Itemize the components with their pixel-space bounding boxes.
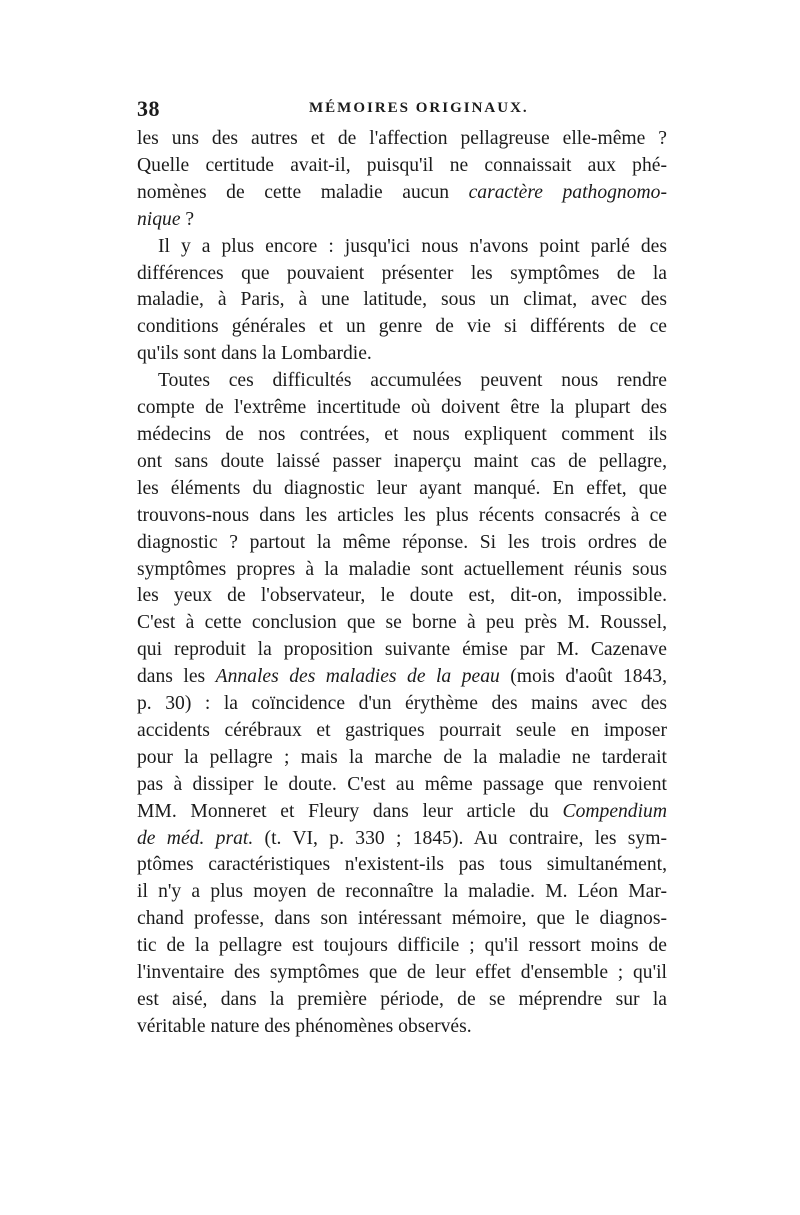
text-line bbox=[137, 180, 667, 207]
text-line: les yeux de l'observateur, le doute est, dit-on, impossible. bbox=[137, 585, 667, 607]
text-segment: dans les bbox=[137, 666, 216, 688]
text-line: médecins de nos contrées, et nous expliquent comment ils bbox=[137, 423, 667, 445]
page-header bbox=[137, 96, 667, 126]
text-line: compte de l'extrême incertitude où doivent être la plupart des bbox=[137, 397, 667, 419]
italic-title: de méd. prat. bbox=[137, 827, 254, 849]
text-line: p. 30) : la coïncidence d'un érythème des mains avec des bbox=[137, 693, 667, 715]
text-line: symptômes propres à la maladie sont actuellement réunis sous bbox=[137, 558, 667, 580]
text-line: Il y a plus encore : jusqu'ici nous n'avons point parlé des bbox=[158, 235, 667, 257]
text-segment: (mois d'août 1843, bbox=[499, 666, 667, 688]
text-line: est aisé, dans la première période, de se méprendre sur la bbox=[137, 989, 667, 1010]
text-line: l'inventaire des symptômes que de leur effet d'ensemble ; qu'il bbox=[137, 962, 667, 984]
text-segment: ? bbox=[180, 208, 195, 230]
book-page bbox=[137, 96, 667, 1041]
text-line: ptômes caractéristiques n'existent-ils pas tous simultanément, bbox=[137, 854, 667, 876]
text-segment: (t. VI, p. 330 ; 1845). Au contraire, les sym- bbox=[253, 827, 667, 849]
text-line bbox=[137, 799, 667, 826]
italic-title: nique bbox=[137, 208, 181, 230]
text-line: différences que pouvaient présenter les symptômes de la bbox=[137, 262, 667, 284]
page-number: 38 bbox=[137, 96, 160, 121]
text-segment: nomènes de cette maladie aucun bbox=[137, 181, 469, 203]
text-line: Quelle certitude avait-il, puisqu'il ne connaissait aux phé- bbox=[137, 154, 667, 176]
text-line: diagnostic ? partout la même réponse. Si les trois ordres de bbox=[137, 531, 667, 553]
text-line: il n'y a plus moyen de reconnaître la maladie. M. Léon Mar- bbox=[137, 881, 667, 903]
text-line bbox=[137, 664, 667, 691]
text-line: pour la pellagre ; mais la marche de la maladie ne tarderait bbox=[137, 746, 667, 768]
text-line: chand professe, dans son intéressant mémoire, que le diagnos- bbox=[137, 908, 667, 930]
text-line bbox=[137, 826, 667, 853]
text-line: véritable nature des phénomènes observés. bbox=[137, 1015, 472, 1037]
text-line: Toutes ces difficultés accumulées peuvent nous rendre bbox=[158, 370, 667, 392]
text-line: qui reproduit la proposition suivante émise par M. Cazenave bbox=[137, 639, 667, 661]
text-line: pas à dissiper le doute. C'est au même passage que renvoient bbox=[137, 773, 667, 795]
text-line: conditions générales et un genre de vie si différents de ce bbox=[137, 316, 667, 338]
text-line: C'est à cette conclusion que se borne à peu près M. Roussel, bbox=[137, 612, 667, 634]
text-line bbox=[137, 207, 667, 234]
italic-title: caractère pathognomo- bbox=[468, 181, 667, 203]
text-line: qu'ils sont dans la Lombardie. bbox=[137, 343, 372, 365]
text-line: accidents cérébraux et gastriques pourrait seule en imposer bbox=[137, 719, 667, 741]
text-line: tic de la pellagre est toujours difficile ; qu'il ressort moins de bbox=[137, 935, 667, 957]
text-line: maladie, à Paris, à une latitude, sous un climat, avec des bbox=[137, 289, 667, 311]
text-line: trouvons-nous dans les articles les plus récents consacrés à ce bbox=[137, 504, 667, 526]
text-line: les éléments du diagnostic leur ayant manqué. En effet, que bbox=[137, 477, 667, 499]
text-segment: MM. Monneret et Fleury dans leur article du bbox=[137, 800, 563, 822]
italic-title: Compendium bbox=[562, 800, 667, 822]
running-head: MÉMOIRES ORIGINAUX. bbox=[309, 100, 529, 116]
italic-title: Annales des maladies de la peau bbox=[215, 666, 500, 688]
text-line: les uns des autres et de l'affection pellagreuse elle-même ? bbox=[137, 128, 667, 149]
body-text bbox=[137, 126, 667, 1041]
text-line: ont sans doute laissé passer inaperçu maint cas de pellagre, bbox=[137, 450, 667, 472]
